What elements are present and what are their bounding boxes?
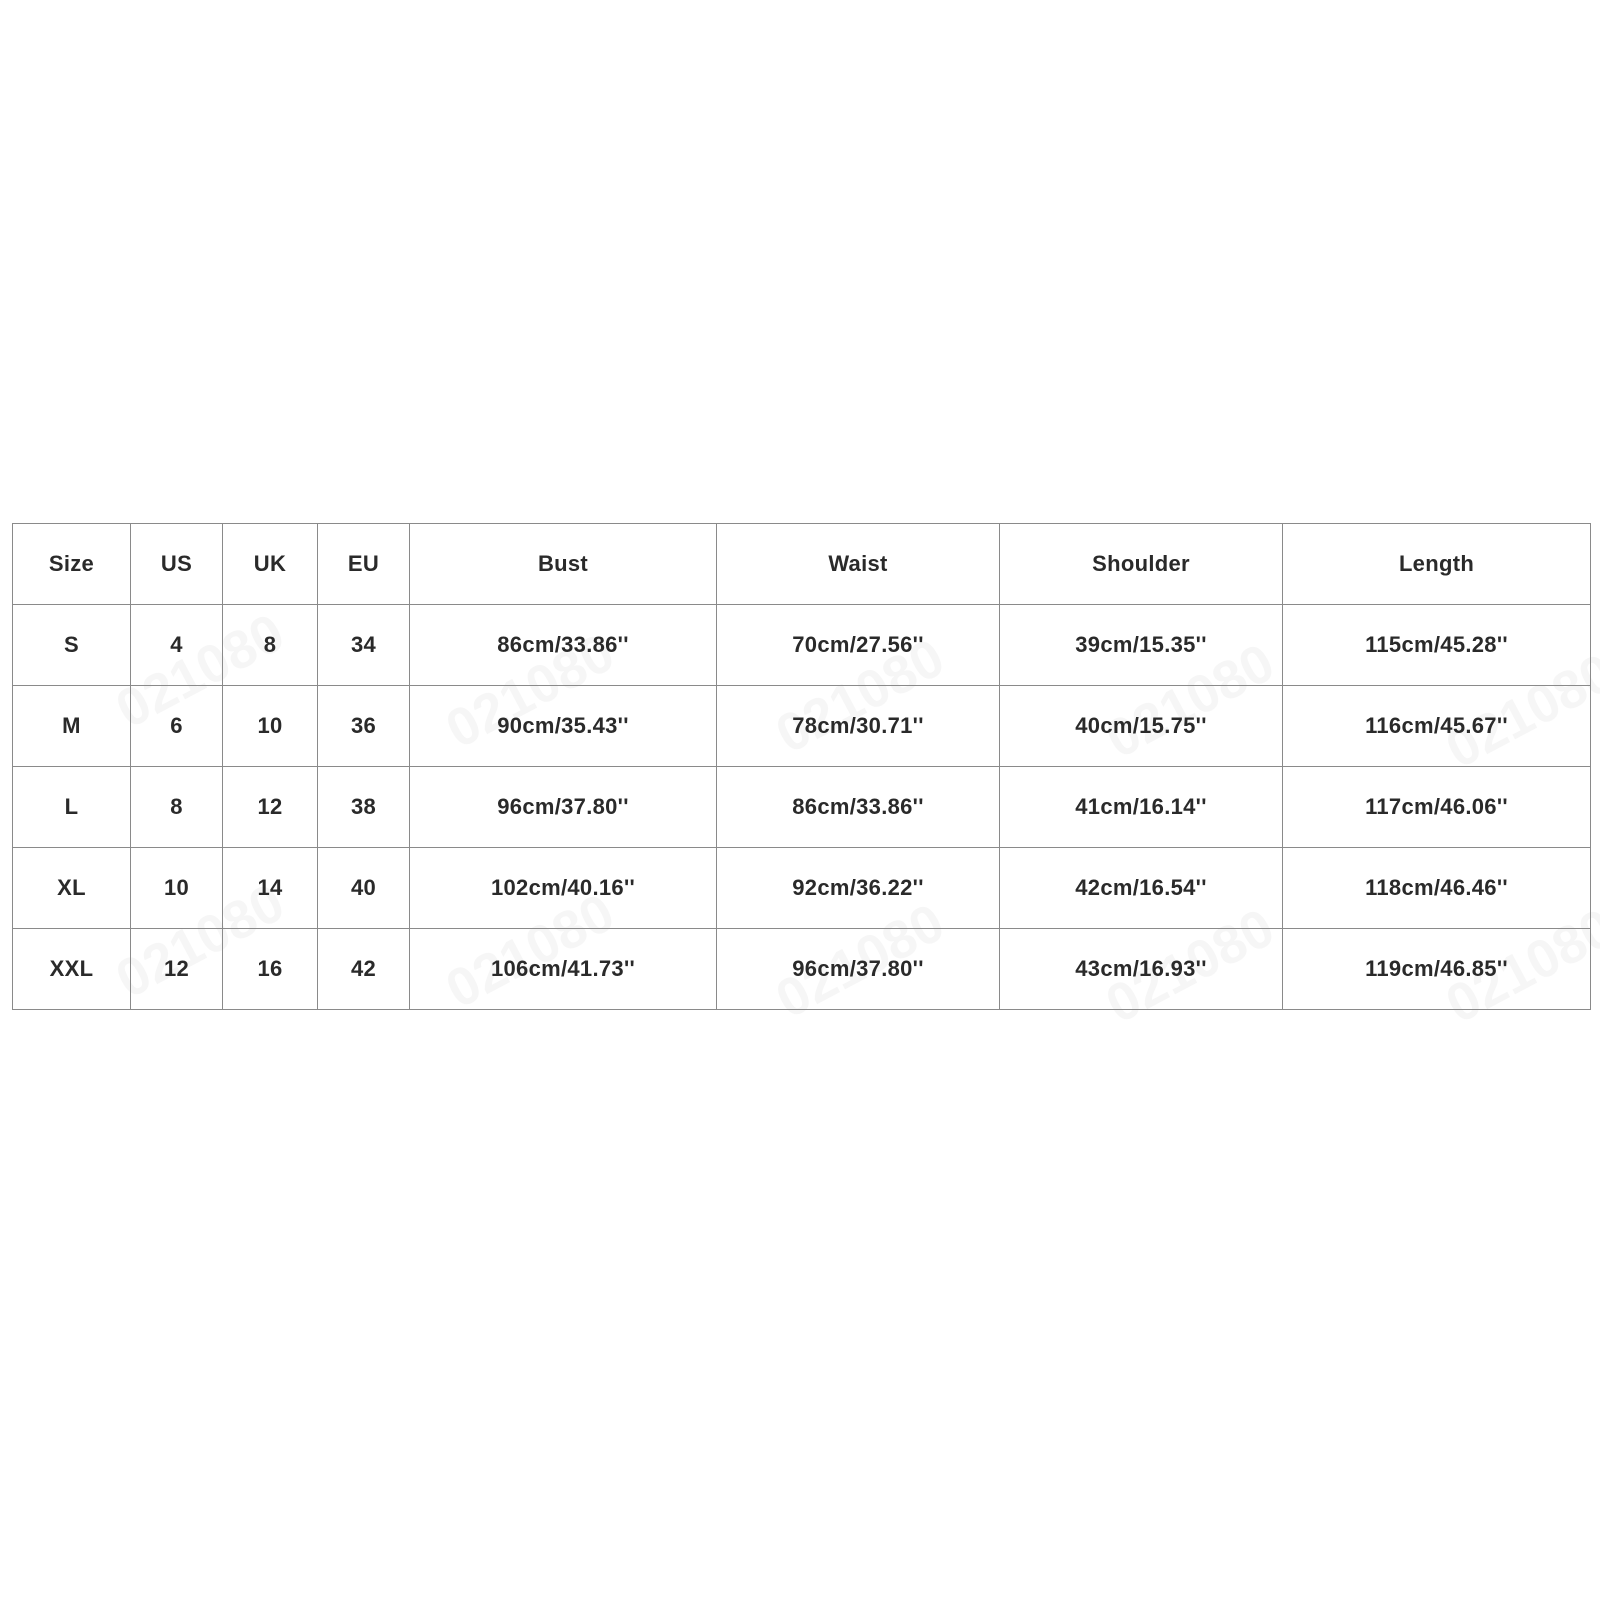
cell-uk: 16 [223,929,318,1010]
table-row [13,767,1591,848]
cell-length: 117cm/46.06'' [1283,767,1591,848]
header-eu: EU [318,524,410,605]
cell-size: M [13,686,131,767]
cell-size: XXL [13,929,131,1010]
cell-eu: 40 [318,848,410,929]
header-us: US [131,524,223,605]
cell-length: 118cm/46.46'' [1283,848,1591,929]
cell-uk: 10 [223,686,318,767]
header-uk: UK [223,524,318,605]
header-size: Size [13,524,131,605]
cell-bust: 102cm/40.16'' [410,848,717,929]
cell-waist: 86cm/33.86'' [717,767,1000,848]
table-row [13,848,1591,929]
cell-shoulder: 41cm/16.14'' [1000,767,1283,848]
cell-us: 12 [131,929,223,1010]
table-row [13,605,1591,686]
cell-uk: 12 [223,767,318,848]
cell-uk: 14 [223,848,318,929]
cell-length: 119cm/46.85'' [1283,929,1591,1010]
cell-bust: 106cm/41.73'' [410,929,717,1010]
cell-eu: 34 [318,605,410,686]
header-waist: Waist [717,524,1000,605]
cell-us: 6 [131,686,223,767]
header-row [13,524,1591,605]
table-row [13,686,1591,767]
cell-waist: 96cm/37.80'' [717,929,1000,1010]
cell-waist: 78cm/30.71'' [717,686,1000,767]
size-chart-table [12,523,1591,1010]
cell-eu: 36 [318,686,410,767]
cell-size: L [13,767,131,848]
cell-uk: 8 [223,605,318,686]
cell-size: S [13,605,131,686]
cell-shoulder: 43cm/16.93'' [1000,929,1283,1010]
cell-bust: 96cm/37.80'' [410,767,717,848]
cell-shoulder: 42cm/16.54'' [1000,848,1283,929]
cell-us: 4 [131,605,223,686]
cell-shoulder: 39cm/15.35'' [1000,605,1283,686]
cell-size: XL [13,848,131,929]
cell-shoulder: 40cm/15.75'' [1000,686,1283,767]
cell-eu: 42 [318,929,410,1010]
cell-us: 10 [131,848,223,929]
header-bust: Bust [410,524,717,605]
cell-bust: 86cm/33.86'' [410,605,717,686]
cell-waist: 92cm/36.22'' [717,848,1000,929]
cell-length: 116cm/45.67'' [1283,686,1591,767]
cell-us: 8 [131,767,223,848]
table-row [13,929,1591,1010]
cell-eu: 38 [318,767,410,848]
cell-length: 115cm/45.28'' [1283,605,1591,686]
cell-bust: 90cm/35.43'' [410,686,717,767]
cell-waist: 70cm/27.56'' [717,605,1000,686]
header-length: Length [1283,524,1591,605]
header-shoulder: Shoulder [1000,524,1283,605]
